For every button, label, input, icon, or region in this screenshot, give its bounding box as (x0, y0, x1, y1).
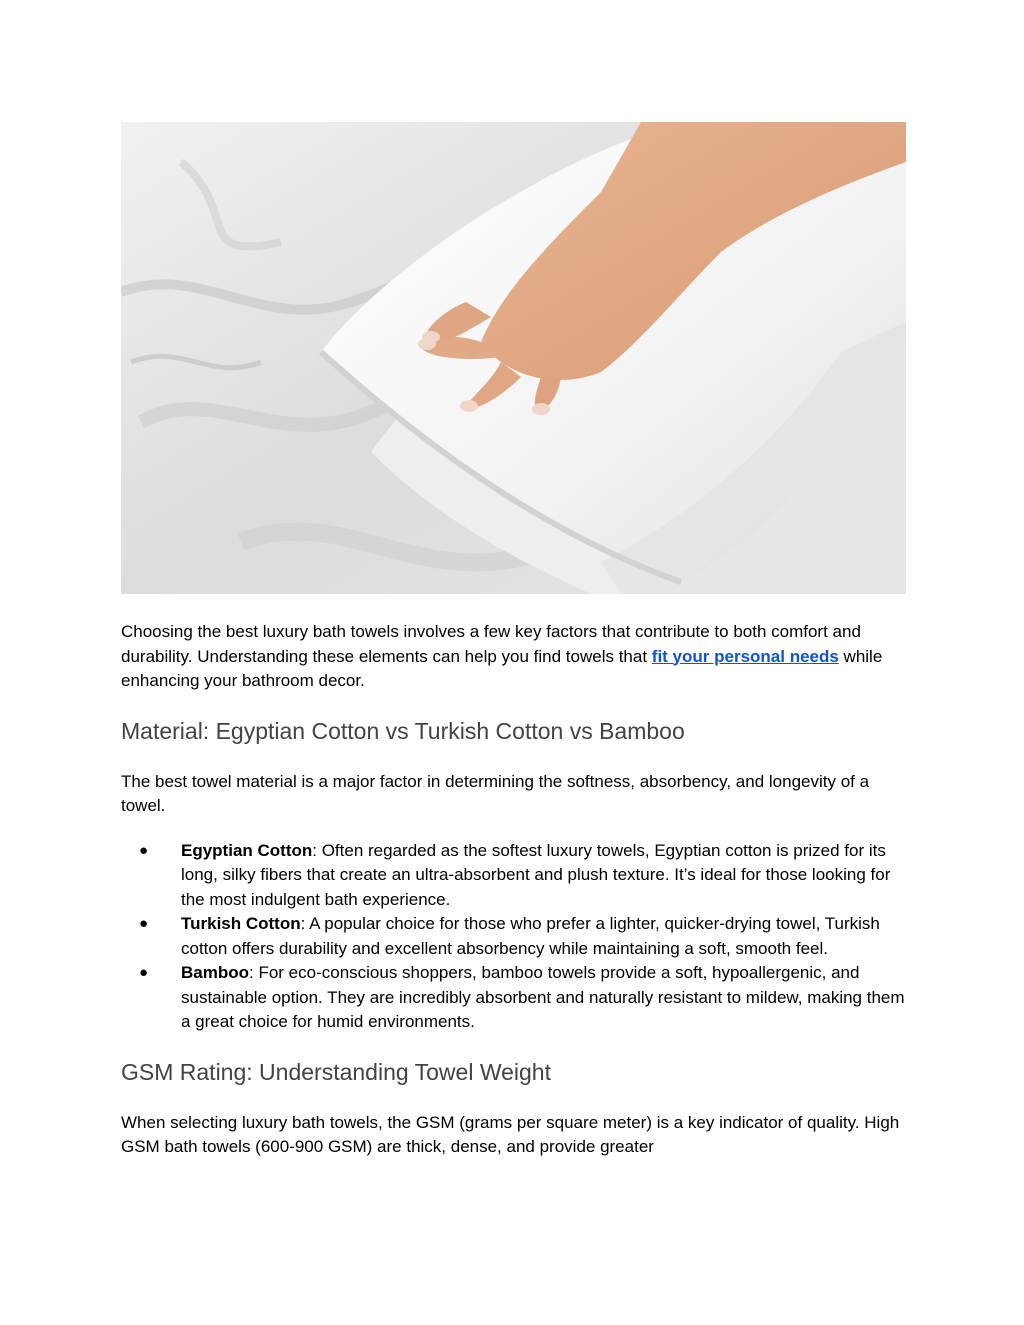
towel-hand-illustration (121, 122, 906, 594)
list-item-term: Bamboo (181, 963, 249, 982)
bullet-icon: ● (139, 964, 149, 981)
list-item-term: Egyptian Cotton (181, 840, 313, 860)
list-item-text: : For eco-conscious shoppers, bamboo towels provide a soft, hypoallergenic, and sustainable option. They are incredibly absorbent and naturally resistant to mildew, making them a great choice for humid environments. (181, 963, 905, 1031)
intro-text-start: Choosing the best luxury bath towels involves a few key factors that contribute to both comfort and durability. Understanding these elements can help you find towels that (121, 622, 861, 666)
list-item-egyptian-cotton (121, 839, 906, 913)
list-item-turkish-cotton (121, 912, 906, 961)
material-paragraph: The best towel material is a major factor in determining the softness, absorbency, and longevity of a towel. (121, 771, 870, 815)
intro-text-end: while enhancing your bathroom decor. (121, 646, 883, 690)
material-heading: Material: Egyptian Cotton vs Turkish Cotton vs Bamboo (121, 717, 685, 744)
article-body (121, 620, 906, 1160)
list-item-bamboo (121, 961, 906, 1035)
bullet-icon: ● (139, 841, 149, 859)
fit-your-personal-needs-link[interactable]: fit your personal needs (651, 646, 839, 666)
list-item-text: : Often regarded as the softest luxury towels, Egyptian cotton is prized for its long, silky fibers that create an ultra-absorbent and plush texture. It’s ideal for those looking for the most indulgent bath experience. (181, 840, 891, 909)
list-item-text: : A popular choice for those who prefer a lighter, quicker-drying towel, Turkish cotton offers durability and excellent absorbency while maintaining a soft, smooth feel. (181, 914, 880, 958)
gsm-heading: GSM Rating: Understanding Towel Weight (121, 1058, 551, 1085)
bullet-icon: ● (139, 915, 149, 932)
list-item-term: Turkish Cotton (181, 914, 301, 933)
gsm-paragraph: When selecting luxury bath towels, the GSM (grams per square meter) is a key indicator of quality. High GSM bath towels (600-900 GSM) are thick, dense, and provide greater (121, 1112, 900, 1156)
intro-paragraph (121, 620, 906, 694)
towel-photo (121, 122, 906, 594)
material-list (121, 839, 906, 1035)
